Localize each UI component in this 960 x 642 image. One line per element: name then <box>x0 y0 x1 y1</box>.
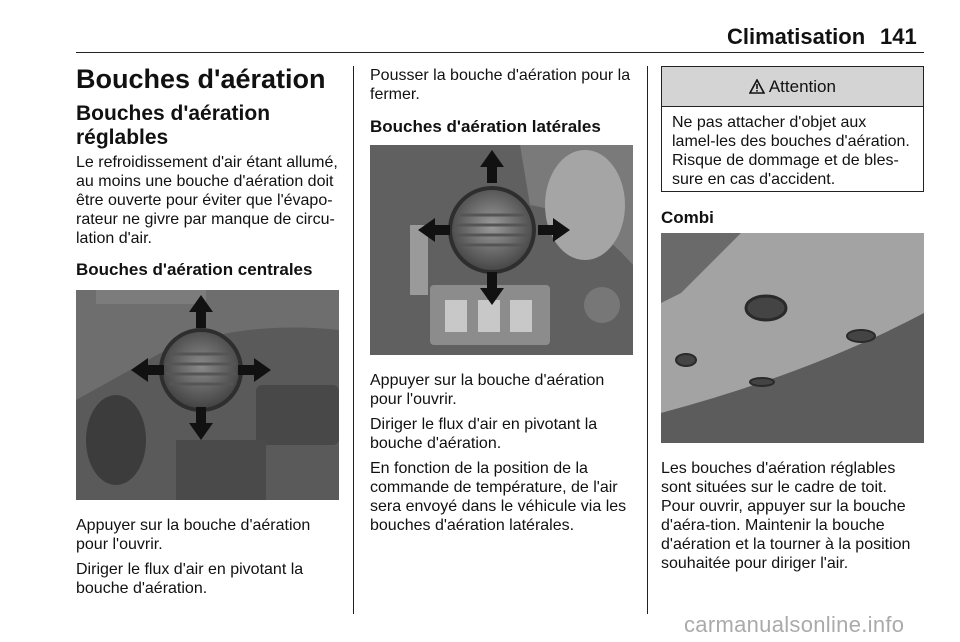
column-divider-2 <box>647 66 648 614</box>
column-1-lower <box>76 516 344 598</box>
central-vent-illustration <box>76 290 339 500</box>
warning-box <box>661 66 924 192</box>
close-instruction: Pousser la bouche d'aération pour la fermer. <box>370 67 631 103</box>
running-header-title: Climatisation <box>727 24 866 49</box>
central-vent-photo <box>76 290 339 500</box>
header-rule <box>76 52 924 53</box>
warning-title: Attention <box>768 77 836 96</box>
warning-header <box>662 67 923 107</box>
side-direct-instruction: Diriger le flux d'air en pivotant la bouche d'aération. <box>370 416 598 452</box>
column-2 <box>370 66 636 137</box>
column-3-lower <box>661 459 924 573</box>
combi-heading: Combi <box>661 208 714 227</box>
side-vent-illustration <box>370 145 633 355</box>
page-number: 141 <box>880 24 917 49</box>
direct-instruction: Diriger le flux d'air en pivotant la bouche d'aération. <box>76 561 304 597</box>
side-vents-heading: Bouches d'aération latérales <box>370 117 601 136</box>
combi-paragraph: Les bouches d'aération réglables sont situées sur le cadre de toit. Pour ouvrir, appuyer sur la bouche d'aéra-tion. Maintenir la bouche d'aération et la tourner à la position souhaitée pour diriger l'air. <box>661 460 911 572</box>
section-title: Bouches d'aération <box>76 64 326 94</box>
combi-roof-vent-photo <box>661 233 924 443</box>
watermark: carmanualsonline.info <box>684 612 905 637</box>
side-open-instruction: Appuyer sur la bouche d'aération pour l'ouvrir. <box>370 372 605 408</box>
warning-text: Ne pas attacher d'objet aux lamel-les des bouches d'aération. Risque de dommage et de bles-sure en cas d'accident. <box>672 114 910 188</box>
temperature-note: En fonction de la position de la commande de température, de l'air sera envoyé dans le véhicule via les bouches d'aération latérales. <box>370 460 627 534</box>
open-instruction: Appuyer sur la bouche d'aération pour l'ouvrir. <box>76 517 311 553</box>
side-vent-photo <box>370 145 633 355</box>
roof-vent-illustration <box>661 233 924 443</box>
central-vents-heading: Bouches d'aération centrales <box>76 260 313 279</box>
column-2-lower <box>370 371 636 535</box>
column-divider-1 <box>353 66 354 614</box>
warning-triangle-icon <box>749 77 769 96</box>
column-1 <box>76 64 344 280</box>
subsection-title: Bouches d'aération réglables <box>76 102 271 149</box>
combi-heading-wrap <box>661 208 924 228</box>
intro-paragraph: Le refroidissement d'air étant allumé, au moins une bouche d'aération doit être ouverte pour éviter que l'évapo-rateur ne givre par manque de circu-lation d'air. <box>76 154 338 247</box>
